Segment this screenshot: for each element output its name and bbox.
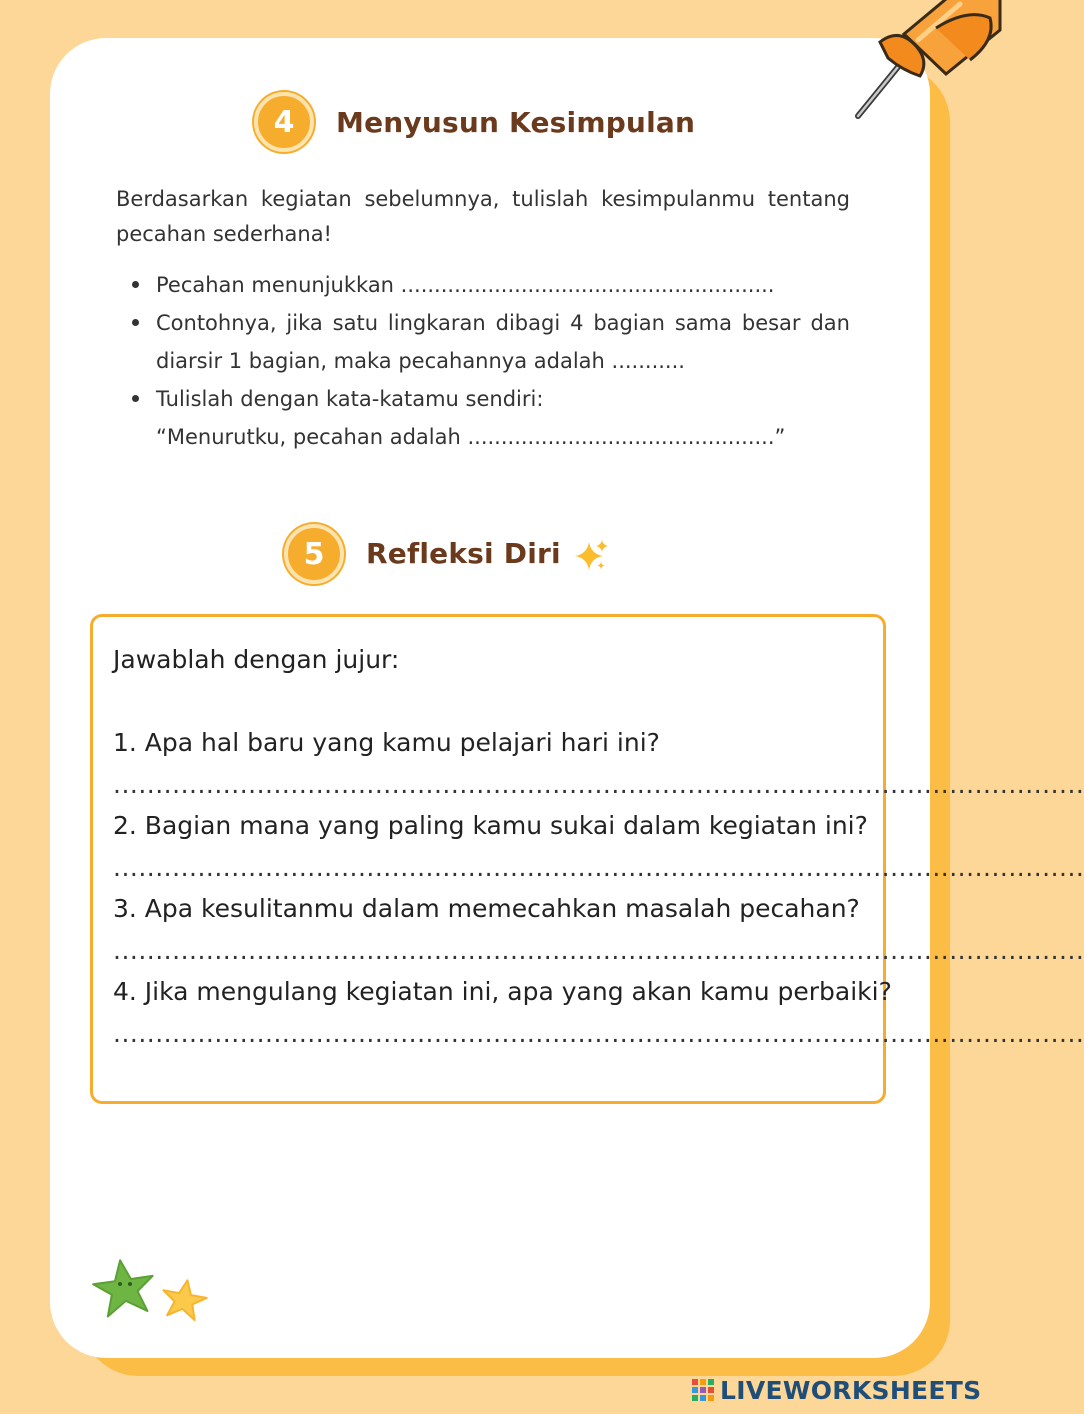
section-4-intro: Berdasarkan kegiatan sebelumnya, tulislah kesimpulanmu tentang pecahan sederhana! (116, 187, 850, 246)
sparkle-icon (575, 538, 609, 572)
reflection-box (90, 614, 1084, 1104)
logo-text: LIVEWORKSHEETS (720, 1375, 982, 1405)
section-4-heading (254, 92, 695, 152)
reflection-intro: Jawablah dengan jujur: (113, 645, 400, 674)
section-5-number: 5 (284, 524, 344, 584)
section-5-heading (284, 524, 609, 584)
section-5-title-wrap (366, 537, 609, 572)
conclusion-item (116, 380, 850, 456)
reflection-question-4: 4. Jika mengulang kegiatan ini, apa yang akan kamu perbaiki? (113, 977, 892, 1006)
conclusion-item-text: Contohnya, jika satu lingkaran dibagi 4 bagian sama besar dan diarsir 1 bagian, maka pecahannya adalah ........... (156, 311, 850, 373)
logo-grid-icon (692, 1379, 714, 1401)
section-4-title: Menyusun Kesimpulan (336, 105, 696, 139)
liveworksheets-logo (692, 1374, 992, 1406)
section-5-title: Refleksi Diri (366, 536, 561, 570)
section-4-number: 4 (254, 92, 314, 152)
conclusion-item (116, 266, 850, 304)
answer-line-4[interactable]: ................................................................................................................... (113, 1018, 1084, 1048)
answer-line-3[interactable]: ................................................................................................................... (113, 935, 1084, 965)
reflection-content (113, 639, 1084, 1054)
conclusion-item (116, 304, 850, 380)
conclusion-item-text: Pecahan menunjukkan ........................................................ (156, 273, 775, 297)
reflection-question-2: 2. Bagian mana yang paling kamu sukai dalam kegiatan ini? (113, 811, 868, 840)
star-icon (92, 1254, 222, 1338)
conclusion-list (116, 266, 850, 456)
answer-line-1[interactable]: ................................................................................................................... (113, 769, 1084, 799)
reflection-question-3: 3. Apa kesulitanmu dalam memecahkan masalah pecahan? (113, 894, 860, 923)
conclusion-item-text: Tulislah dengan kata-katamu sendiri: (156, 387, 544, 411)
answer-line-2[interactable]: ................................................................................................................... (113, 852, 1084, 882)
reflection-question-1: 1. Apa hal baru yang kamu pelajari hari ini? (113, 728, 660, 757)
reflection-spacer (113, 681, 873, 723)
conclusion-item-quote: “Menurutku, pecahan adalah ..............................................” (156, 425, 786, 449)
push-pin-icon (840, 0, 1000, 130)
